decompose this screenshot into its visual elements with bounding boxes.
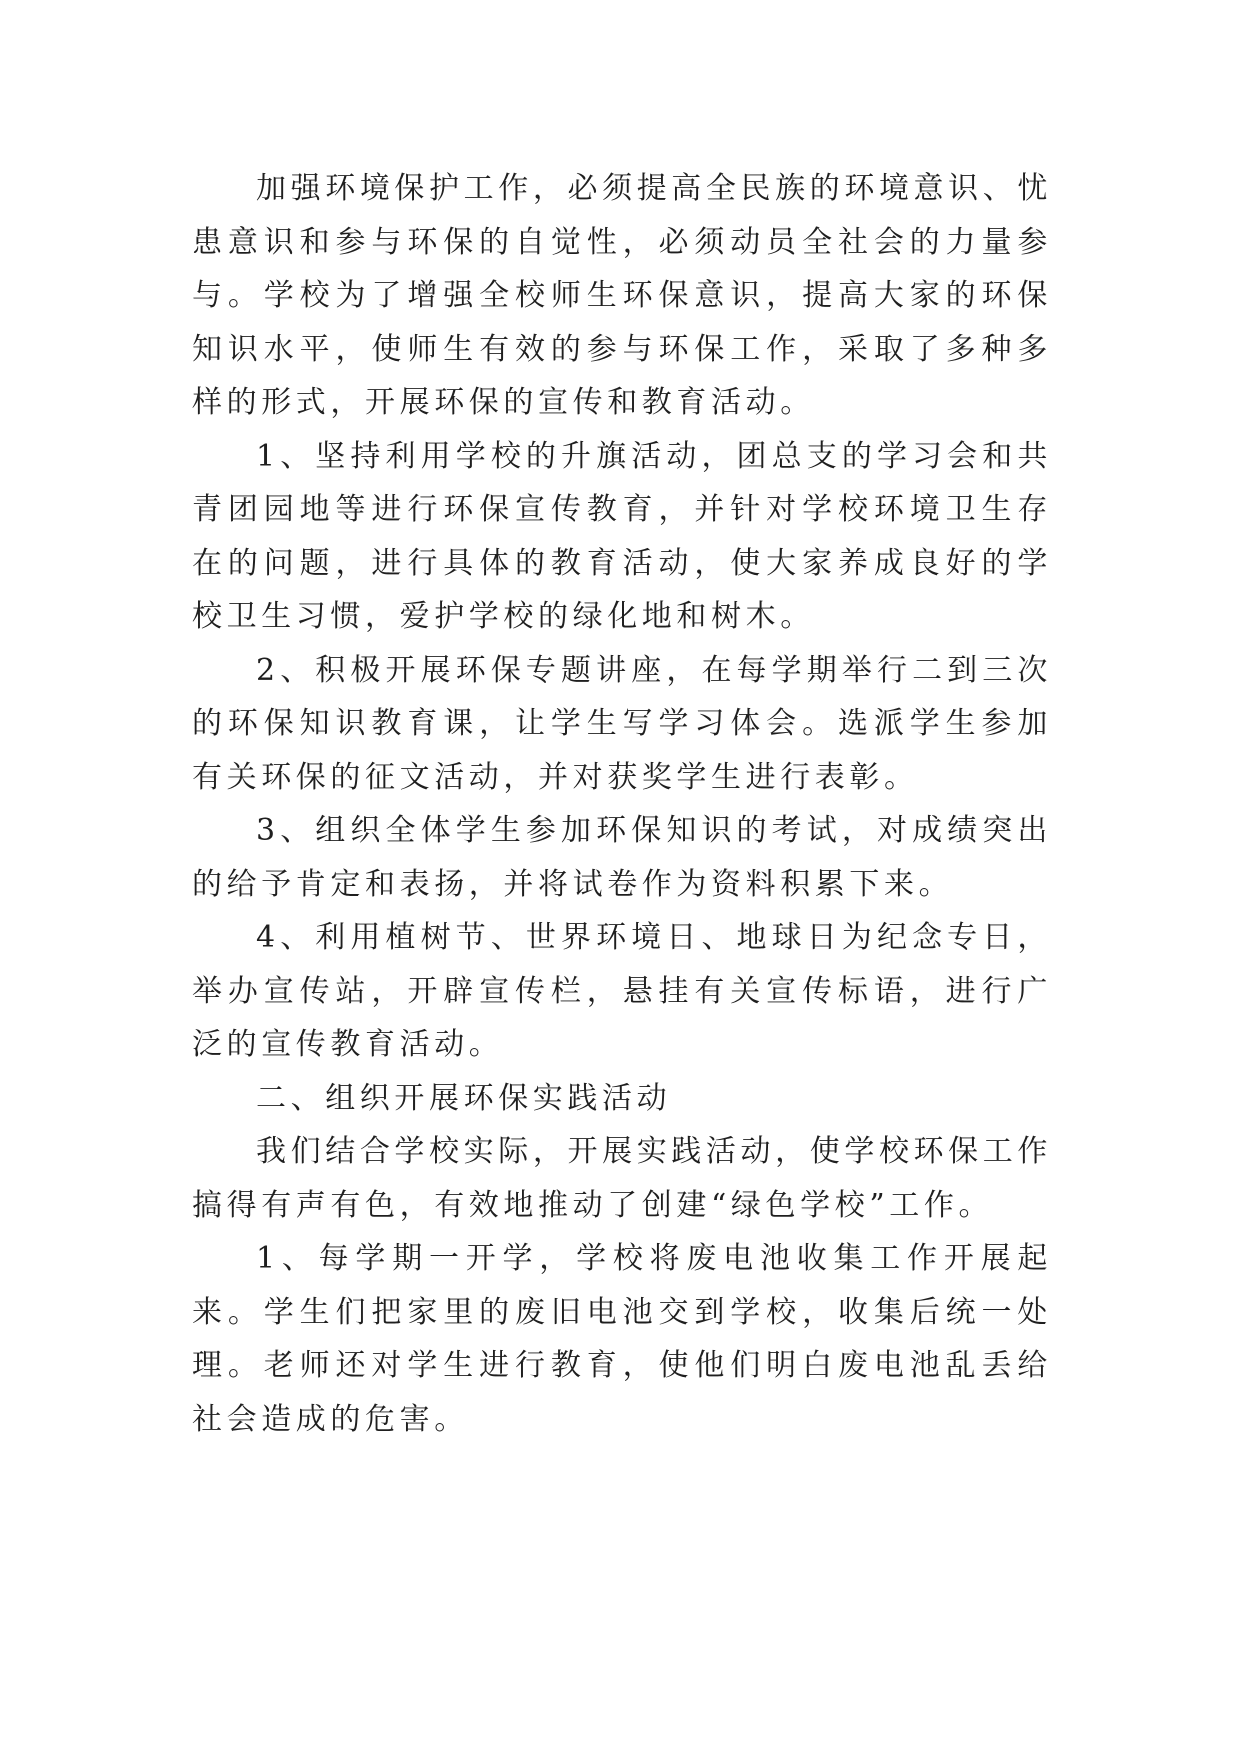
intro-paragraph: 加强环境保护工作，必须提高全民族的环境意识、忧患意识和参与环保的自觉性，必须动员全社会的力量参与。学校为了增强全校师生环保意识，提高大家的环保知识水平，使师生有效的参与环保工作，采取了多种多样的形式，开展环保的宣传和教育活动。	[192, 171, 1052, 420]
practice-intro-paragraph: 我们结合学校实际，开展实践活动，使学校环保工作搞得有声有色，有效地推动了创建“绿色学校”工作。	[192, 1134, 1052, 1223]
document-page	[192, 162, 1052, 1446]
practice-item-1-paragraph: 1、每学期一开学，学校将废电池收集工作开展起来。学生们把家里的废旧电池交到学校，收集后统一处理。老师还对学生进行教育，使他们明白废电池乱丢给社会造成的危害。	[192, 1241, 1052, 1437]
item-3-paragraph: 3、组织全体学生参加环保知识的考试，对成绩突出的给予肯定和表扬，并将试卷作为资料积累下来。	[192, 813, 1052, 902]
section-heading: 二、组织开展环保实践活动	[256, 1080, 672, 1116]
item-4-paragraph: 4、利用植树节、世界环境日、地球日为纪念专日，举办宣传站，开辟宣传栏，悬挂有关宣传标语，进行广泛的宣传教育活动。	[192, 920, 1052, 1062]
item-1-paragraph: 1、坚持利用学校的升旗活动，团总支的学习会和共青团园地等进行环保宣传教育，并针对学校环境卫生存在的问题，进行具体的教育活动，使大家养成良好的学校卫生习惯，爱护学校的绿化地和树木。	[192, 438, 1052, 634]
item-2-paragraph: 2、积极开展环保专题讲座，在每学期举行二到三次的环保知识教育课，让学生写学习体会。选派学生参加有关环保的征文活动，并对获奖学生进行表彰。	[192, 652, 1052, 795]
